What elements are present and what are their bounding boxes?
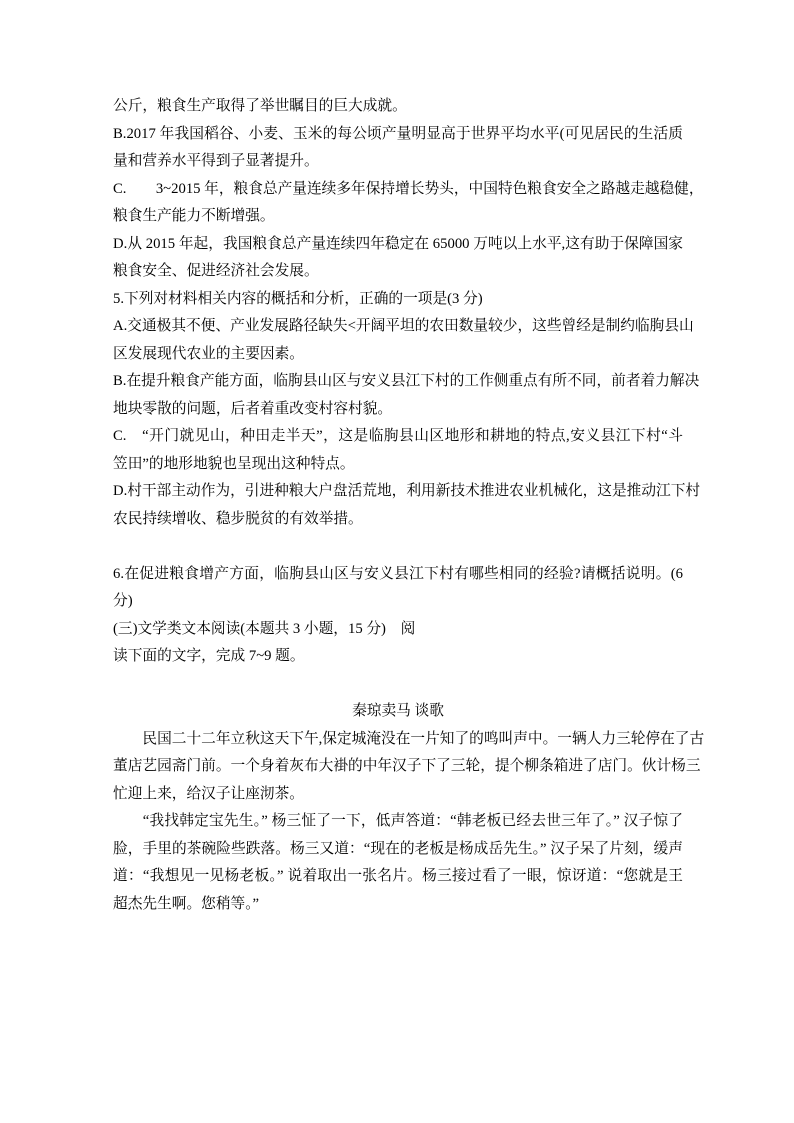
text-line: B.在提升粮食产能方面，临朐县山区与安义县江下村的工作侧重点有所不同，前者着力解决 bbox=[113, 373, 700, 389]
text-line: C. 3~2015 年，粮食总产量连续多年保持增长势头，中国特色粮食安全之路越走越稳健， bbox=[113, 180, 704, 197]
document-body bbox=[113, 93, 705, 918]
text-line: C. “开门就见山，种田走半天”，这是临朐县山区地形和耕地的特点,安义县江下村“斗 bbox=[113, 428, 683, 444]
text-line: 粮食安全、促进经济社会发展。 bbox=[113, 263, 319, 279]
text-line: 公斤，粮食生产取得了举世瞩目的巨大成就。 bbox=[113, 98, 407, 114]
text-line: 区发展现代农业的主要因素。 bbox=[113, 345, 304, 362]
text-line: 地块零散的问题，后者着重改变村容村貌。 bbox=[113, 400, 393, 417]
text-line: 脸，手里的茶碗险些跌落。杨三又道：“现在的老板是杨成岳先生。” 汉子呆了片刻，缓声 bbox=[113, 840, 683, 857]
text-line: (三)文学类文本阅读(本题共 3 小题，15 分) 阅 bbox=[113, 620, 416, 637]
text-line: B.2017 年我国稻谷、小麦、玉米的每公顷产量明显高于世界平均水平(可见居民的生活质 bbox=[113, 125, 683, 142]
text-line: 笠田”的地形地貌也呈现出这种特点。 bbox=[113, 455, 355, 472]
blank-line bbox=[113, 533, 683, 561]
text-line: 董店艺园斋门前。一个身着灰布大褂的中年汉子下了三轮，提个柳条箱进了店门。伙计杨三 bbox=[113, 758, 701, 774]
text-line: 道：“我想见一见杨老板。” 说着取出一张名片。杨三接过看了一眼，惊讶道：“您就是王 bbox=[113, 868, 683, 884]
text-line: 5.下列对材料相关内容的概括和分析，正确的一项是(3 分) bbox=[113, 290, 483, 307]
blank-line bbox=[113, 671, 683, 699]
text-line: D.从 2015 年起，我国粮食总产量连续四年稳定在 65000 万吨以上水平,这有助于保障国家 bbox=[113, 235, 683, 252]
text-line: 量和营养水平得到子显著提升。 bbox=[113, 153, 319, 169]
text-line: 民国二十二年立秋这天下午,保定城淹没在一片知了的鸣叫声中。一辆人力三轮停在了古 bbox=[113, 730, 705, 747]
text-line: 6.在促进粮食增产方面，临朐县山区与安义县江下村有哪些相同的经验?请概括说明。(6 bbox=[113, 565, 683, 582]
section-title: 秦琼卖马 谈歌 bbox=[352, 703, 444, 719]
text-line: 超杰先生啊。您稍等。” bbox=[113, 895, 260, 912]
text-line: 忙迎上来，给汉子让座沏茶。 bbox=[113, 785, 304, 802]
text-line: 读下面的文字，完成 7~9 题。 bbox=[113, 648, 305, 664]
text-line: D.村干部主动作为，引进种粮大户盘活荒地，利用新技术推进农业机械化，这是推动江下村 bbox=[113, 483, 701, 499]
text-line: A.交通极其不便、产业发展路径缺失<开阔平坦的农田数量较少，这些曾经是制约临朐县山 bbox=[113, 318, 694, 334]
text-line: 分) bbox=[113, 593, 133, 609]
text-line: 粮食生产能力不断增强。 bbox=[113, 208, 275, 224]
text-line: 农民持续增收、稳步脱贫的有效举措。 bbox=[113, 510, 363, 527]
text-line: “我找韩定宝先生。” 杨三怔了一下，低声答道：“韩老板已经去世三年了。” 汉子惊了 bbox=[113, 813, 683, 829]
